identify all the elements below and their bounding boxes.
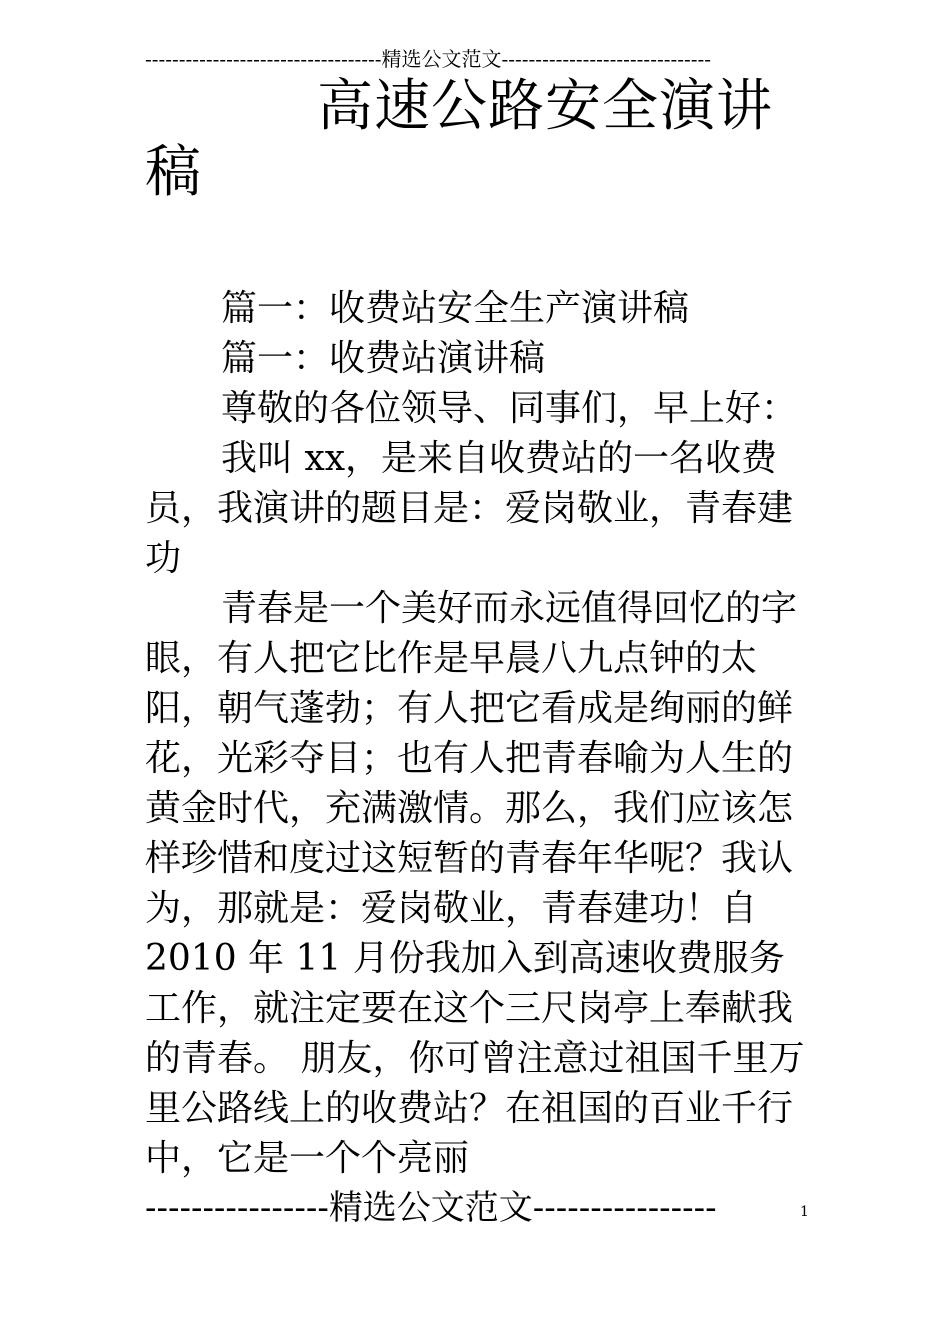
paragraph: 篇一：收费站安全生产演讲稿 [221,288,690,329]
paragraph: 篇一：收费站演讲稿 [221,338,546,379]
document-title: 高速公路安全演讲稿 [145,74,773,205]
document-body [145,284,815,1184]
paragraph: 青春是一个美好而永远值得回忆的字眼，有人把它比作是早晨八九点钟的太阳，朝气蓬勃；有人把它看成是绚丽的鲜花，光彩夺目；也有人把青春喻为人生的黄金时代，充满激情。那么，我们应该怎样珍惜和度过这短暂的青春年华呢？我认为，那就是：爱岗敬业，青春建功！自 2010 年 11 月份我加入到高速收费服务工作，就注定要在这个三尺岗亭上奉献我的青春。 朋友，你可曾注意过祖国千里万里公路线上的收费站？在祖国的百业千行中，它是一个个亮丽 [145,588,805,1179]
page-footer: ----------------精选公文范文---------------- [145,1188,717,1228]
page-header: -----------------------------------精选公文范文------------------------------- [145,48,712,70]
paragraph: 我叫 xx，是来自收费站的一名收费员，我演讲的题目是：爱岗敬业，青春建功 [145,438,794,579]
page-number: 1 [800,1204,809,1220]
paragraph: 尊敬的各位领导、同事们，早上好： [221,388,798,429]
